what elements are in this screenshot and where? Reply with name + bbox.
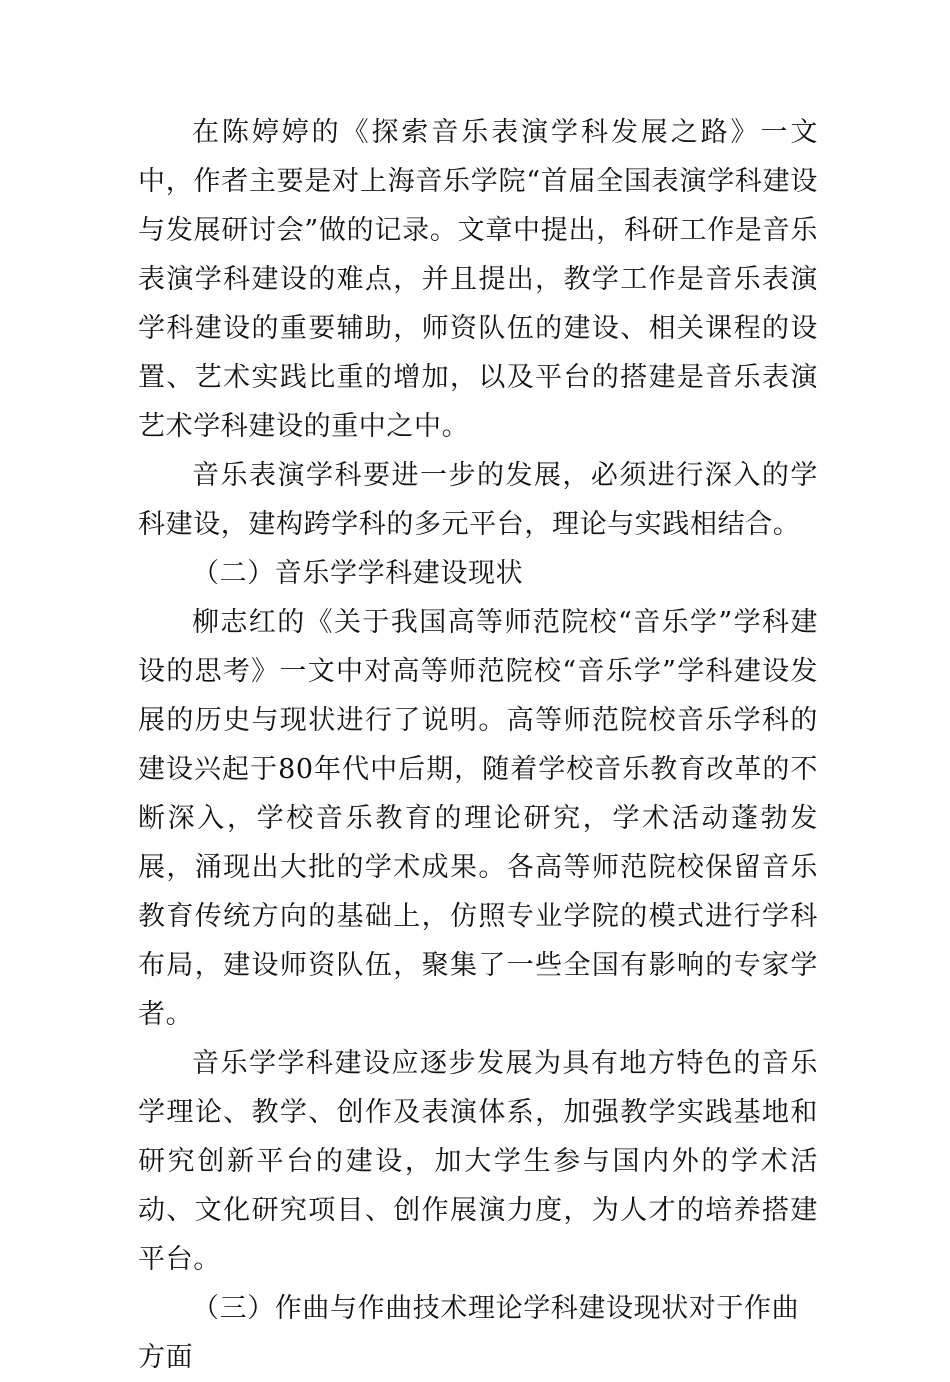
paragraph-chen-tingting: 在陈婷婷的《探索音乐表演学科发展之路》一文中，作者主要是对上海音乐学院“首届全国表演学科建设与发展研讨会”做的记录。文章中提出，科研工作是音乐表演学科建设的难点，并且提出，教学工作是音乐表演学科建设的重要辅助，师资队伍的建设、相关课程的设置、艺术实践比重的增加，以及平台的搭建是音乐表演艺术学科建设的重中之中。 [138, 117, 818, 442]
section-heading-composition: （三）作曲与作曲技术理论学科建设现状对于作曲方面 [138, 1293, 800, 1373]
paragraph-liu-zhihong: 柳志红的《关于我国高等师范院校“音乐学”学科建设的思考》一文中对高等师范院校“音乐学”学科建设发展的历史与现状进行了说明。高等师范院校音乐学科的建设兴起于80年代中后期，随着学校音乐教育改革的不断深入，学校音乐教育的理论研究，学术活动蓬勃发展，涌现出大批的学术成果。各高等师范院校保留音乐教育传统方向的基础上，仿照专业学院的模式进行学科布局，建设师资队伍，聚集了一些全国有影响的专家学者。 [138, 607, 818, 1030]
document-page [138, 108, 818, 1382]
section-heading-musicology: （二）音乐学学科建设现状 [192, 558, 524, 589]
paragraph-musicology-development: 音乐学学科建设应逐步发展为具有地方特色的音乐学理论、教学、创作及表演体系，加强教学实践基地和研究创新平台的建设，加大学生参与国内外的学术活动、文化研究项目、创作展演力度，为人才的培养搭建平台。 [138, 1048, 818, 1275]
paragraph-performance-development: 音乐表演学科要进一步的发展，必须进行深入的学科建设，建构跨学科的多元平台，理论与实践相结合。 [138, 460, 818, 540]
